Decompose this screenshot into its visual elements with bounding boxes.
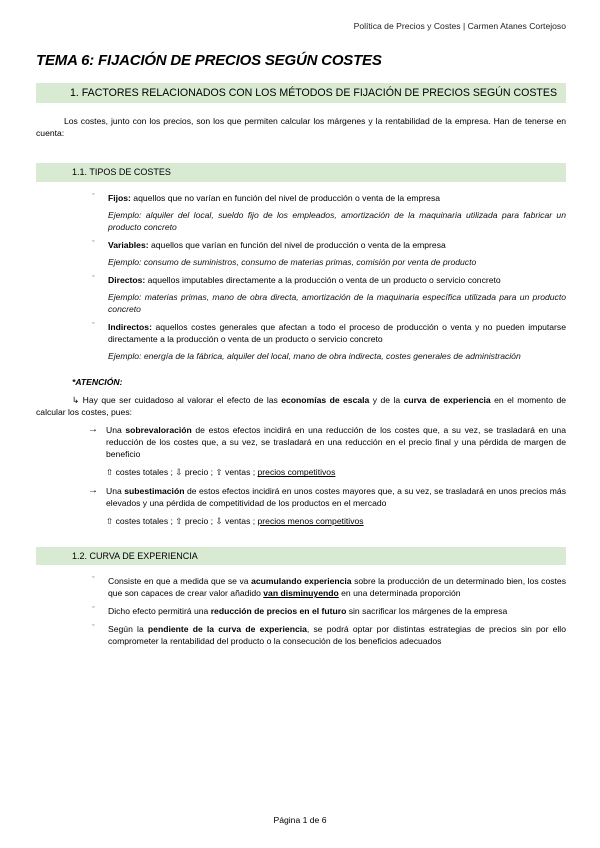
item-definition <box>108 192 566 204</box>
document-title: TEMA 6: FIJACIÓN DE PRECIOS SEGÚN COSTES <box>36 52 382 69</box>
list-item <box>108 192 566 233</box>
cost-types-list <box>36 192 566 362</box>
item-def-text: aquellos que varían en función del nivel de producción o venta de la empresa <box>148 240 446 251</box>
item-definition <box>108 321 566 345</box>
overvaluation-text: Una sobrevaloración de estos efectos incidirá en una reducción de los costes que, a su vez, se trasladará en una reducción de los costes que, a su vez, se trasladará en una reducción en el precio final y una pérdida de margen de beneficio <box>106 425 566 460</box>
turn-arrow-icon: ↳ <box>72 395 83 406</box>
underestimation-text: Una subestimación de estos efectos incidirá en unos costes mayores que, a su vez, se trasladará en unos precios más elevados y una pérdida de competitividad de los productos en el mercado <box>106 485 567 508</box>
keyword: sobrevaloración <box>125 425 192 436</box>
item-definition <box>108 239 566 251</box>
keyword: curva de experiencia <box>403 395 491 406</box>
keyword: van disminuyendo <box>263 588 339 599</box>
page-header: Política de Precios y Costes | Carmen Atanes Cortejoso <box>353 21 566 31</box>
attention-paragraph: ↳ Hay que ser cuidadoso al valorar el efecto de las economías de escala y de la curva de experiencia en el momento de calcular los costes, pues: <box>36 395 567 418</box>
list-item <box>108 239 566 268</box>
keyword: subestimación <box>124 485 185 496</box>
intro-paragraph: Los costes, junto con los precios, son los que permiten calcular los márgenes y la rentabilidad de la empresa. Han de tenerse en cuenta: <box>36 116 566 139</box>
item-example: Ejemplo: materias primas, mano de obra directa, amortización de la maquinaria específica utilizada para un producto concreto <box>108 292 566 315</box>
item-def-text: aquellos imputables directamente a la producción o venta de un producto o servicio concreto <box>145 275 501 286</box>
right-arrow-icon: → <box>88 484 98 496</box>
list-item: ◦ Dicho efecto permitirá una reducción de precios en el futuro sin sacrificar los márgenes de la empresa <box>108 605 566 617</box>
item-example: Ejemplo: consumo de suministros, consumo de materias primas, comisión por venta de producto <box>108 257 477 268</box>
section-heading-1-2: 1.2. CURVA DE EXPERIENCIA <box>36 547 566 566</box>
item-example: Ejemplo: energía de la fábrica, alquiler del local, mano de obra indirecta, costes generales de administración <box>108 351 521 362</box>
section-heading-1: 1. FACTORES RELACIONADOS CON LOS MÉTODOS DE FIJACIÓN DE PRECIOS SEGÚN COSTES <box>36 83 566 103</box>
list-item <box>108 274 566 315</box>
overvaluation-block <box>36 424 566 478</box>
item-definition <box>108 274 566 286</box>
experience-curve-list <box>36 575 566 647</box>
keyword: pendiente de la curva de experiencia <box>147 624 307 635</box>
page-content <box>36 50 566 653</box>
item-def-text: aquellos que no varían en función del nivel de producción o venta de la empresa <box>130 192 441 203</box>
underestimation-block <box>36 485 566 527</box>
item-term: Directos: <box>108 275 146 286</box>
overvaluation-effects: ⇧ costes totales ; ⇩ precio ; ⇧ ventas ; precios competitivos <box>106 467 336 478</box>
item-term: Fijos: <box>108 192 131 203</box>
list-item: ◦ Según la pendiente de la curva de experiencia, se podrá optar por distintas estrategias de precios sin por ello comprometer la rentabilidad del producto o la consecución de los beneficios adecuados <box>108 623 566 647</box>
item-term: Indirectos: <box>108 322 152 333</box>
underestimation-effects: ⇧ costes totales ; ⇧ precio ; ⇩ ventas ; precios menos competitivos <box>106 515 364 526</box>
section-heading-1-1: 1.1. TIPOS DE COSTES <box>36 163 566 182</box>
page-footer: Página 1 de 6 <box>273 814 327 825</box>
right-arrow-icon: → <box>88 424 98 436</box>
list-item: ◦ Consiste en que a medida que se va acumulando experiencia sobre la producción de un determinado bien, los costes que son capaces de crear valor añadido van disminuyendo en una determinada proporción <box>108 575 566 599</box>
keyword: reducción de precios en el futuro <box>210 606 347 617</box>
item-term: Variables: <box>108 240 149 251</box>
attention-title: *ATENCIÓN: <box>72 377 123 388</box>
list-item <box>108 321 566 362</box>
item-example: Ejemplo: alquiler del local, sueldo fijo de los empleados, amortización de la maquinaria utilizada para fabricar un producto concreto <box>108 209 566 233</box>
keyword: acumulando experiencia <box>251 576 352 587</box>
keyword: economías de escala <box>281 395 370 406</box>
item-def-text: aquellos costes generales que afectan a todo el proceso de producción o venta y no pueden imputarse directamente a la producción o venta de un producto o servicio concreto <box>108 322 566 345</box>
